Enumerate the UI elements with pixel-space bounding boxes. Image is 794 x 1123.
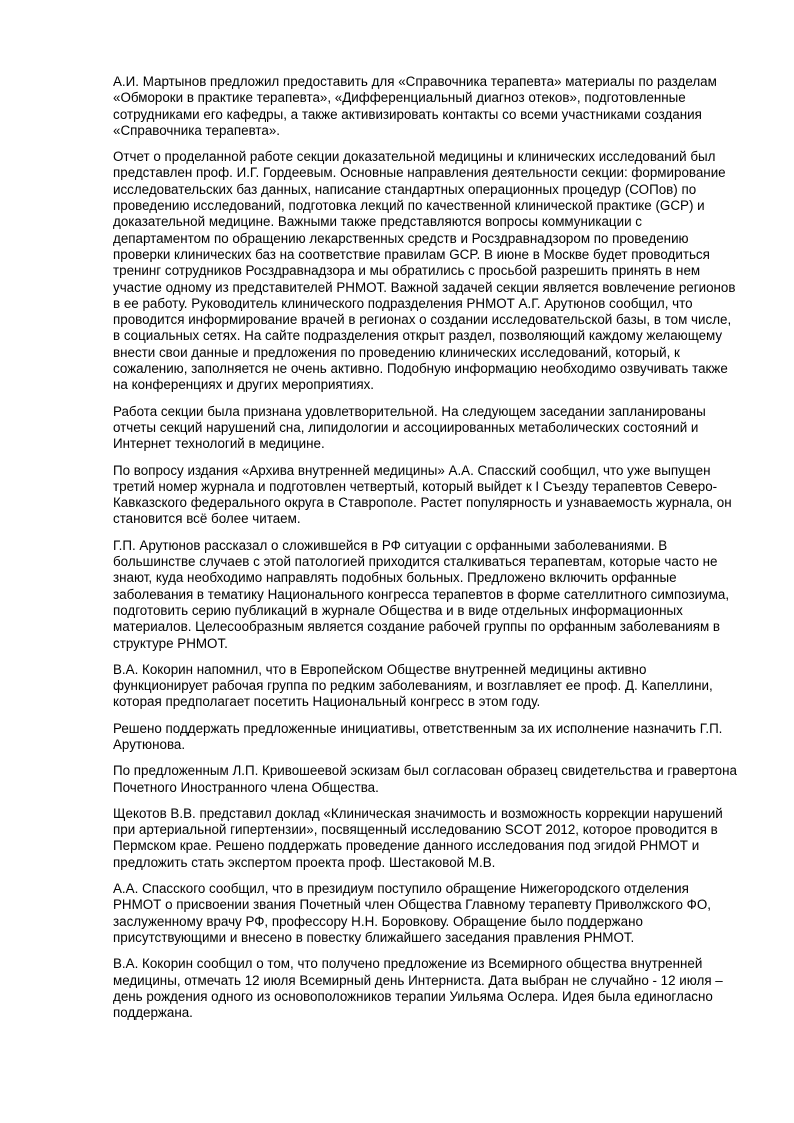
paragraph-internist-day: В.А. Кокорин сообщил о том, что получено предложение из Всемирного общества внутренней медицины, отмечать 12 июля Всемирный день Интерниста. Дата выбран не случайно - 12 июля – день рождения одного из основоположников терапии Уильяма Ослера. Идея была единогласно поддержана. bbox=[113, 956, 723, 1021]
paragraph-journal-archive: По вопросу издания «Архива внутренней медицины» А.А. Спасский сообщил, что уже выпущен третий номер журнала и подготовлен четвертый, который выйдет к I Съезду терапевтов Северо-Кавказского федерального округа в Ставрополе. Растет популярность и узнаваемость журнала, он становится всё более читаем. bbox=[113, 462, 732, 527]
paragraph-scot-study: Щекотов В.В. представил доклад «Клиническая значимость и возможность коррекции нарушений при артериальной гипертензии», посвященный исследованию SCOT 2012, которое проводится в Пермском крае. Решено поддержать проведение данного исследования под эгидой РНМОТ и предложить стать экспертом проекта проф. Шестаковой М.В. bbox=[113, 805, 723, 870]
paragraph-orphan-diseases: Г.П. Арутюнов рассказал о сложившейся в РФ ситуации с орфанными заболеваниями. В большинстве случаев с этой патологией приходится сталкиваться терапевтам, которые часто не знают, куда необходимо направлять подобных больных. Предложено включить орфанные заболевания в тематику Национального конгресса терапевтов в форме сателлитного симпозиума, подготовить серию публикаций в журнале Общества и в виде отдельных информационных материалов. Целесообразным является создание рабочей группы по орфанным заболеваниям в структуре РНМОТ. bbox=[113, 537, 730, 651]
paragraph-european-society: В.А. Кокорин напомнил, что в Европейском Обществе внутренней медицины активно функционирует рабочая группа по редким заболеваниям, и возглавляет ее проф. Д. Капеллини, которая предполагает посетить Национальный конгресс в этом году. bbox=[113, 661, 713, 710]
document-body bbox=[113, 74, 738, 1031]
paragraph-decision-initiatives: Решено поддержать предложенные инициативы, ответственным за их исполнение назначить Г.П. Арутюнова. bbox=[113, 720, 723, 752]
paragraph-certificate-design: По предложенным Л.П. Кривошеевой эскизам был согласован образец свидетельства и гравертона Почетного Иностранного члена Общества. bbox=[113, 763, 737, 795]
paragraph-honorary-member: А.А. Спасского сообщил, что в президиум поступило обращение Нижегородского отделения РНМОТ о присвоении звания Почетный член Общества Главному терапевту Приволжского ФО, заслуженному врачу РФ, профессору Н.Н. Боровкову. Обращение было поддержано присутствующими и внесено в повестку ближайшего заседания правления РНМОТ. bbox=[113, 881, 711, 945]
paragraph-martynov-handbook: А.И. Мартынов предложил предоставить для «Справочника терапевта» материалы по разделам «Обмороки в практике терапевта», «Дифференциальный диагноз отеков», подготовленные сотрудниками его кафедры, а также активизировать контакты со всеми участниками создания «Справочника терапевта». bbox=[113, 74, 717, 138]
paragraph-evidence-medicine-section: Отчет о проделанной работе секции доказательной медицины и клинических исследований был представлен проф. И.Г. Гордеевым. Основные направления деятельности секции: формирование исследовательских баз данных, написание стандартных операционных процедур (СОПов) по проведению исследований, подготовка лекций по качественной клинической практике (GCP) и доказательной медицине. Важными также представляются вопросы коммуникации с департаментом по обращению лекарственных средств и Росздравнадзором по проведению проверки клинических баз на соответствие правилам GCP. В июне в Москве будет проводиться тренинг сотрудников Росздравнадзора и мы обратились с просьбой разрешить принять в нем участие одному из представителей РНМОТ. Важной задачей секции является вовлечение регионов в ее работу. Руководитель клинического подразделения РНМОТ А.Г. Арутюнов сообщил, что проводится информирование врачей в регионах о создании исследовательской базы, в том числе, в социальных сетях. На сайте подразделения открыт раздел, позволяющий каждому желающему внести свои данные и предложения по проведению клинических исследований, который, к сожалению, заполняется не очень активно. Подобную информацию необходимо озвучивать также на конференциях и других мероприятиях. bbox=[113, 149, 736, 393]
paragraph-section-assessment: Работа секции была признана удовлетворительной. На следующем заседании запланированы отчеты секций нарушений сна, липидологии и ассоциированных метаболических состояний и Интернет технологий в медицине. bbox=[113, 403, 706, 452]
